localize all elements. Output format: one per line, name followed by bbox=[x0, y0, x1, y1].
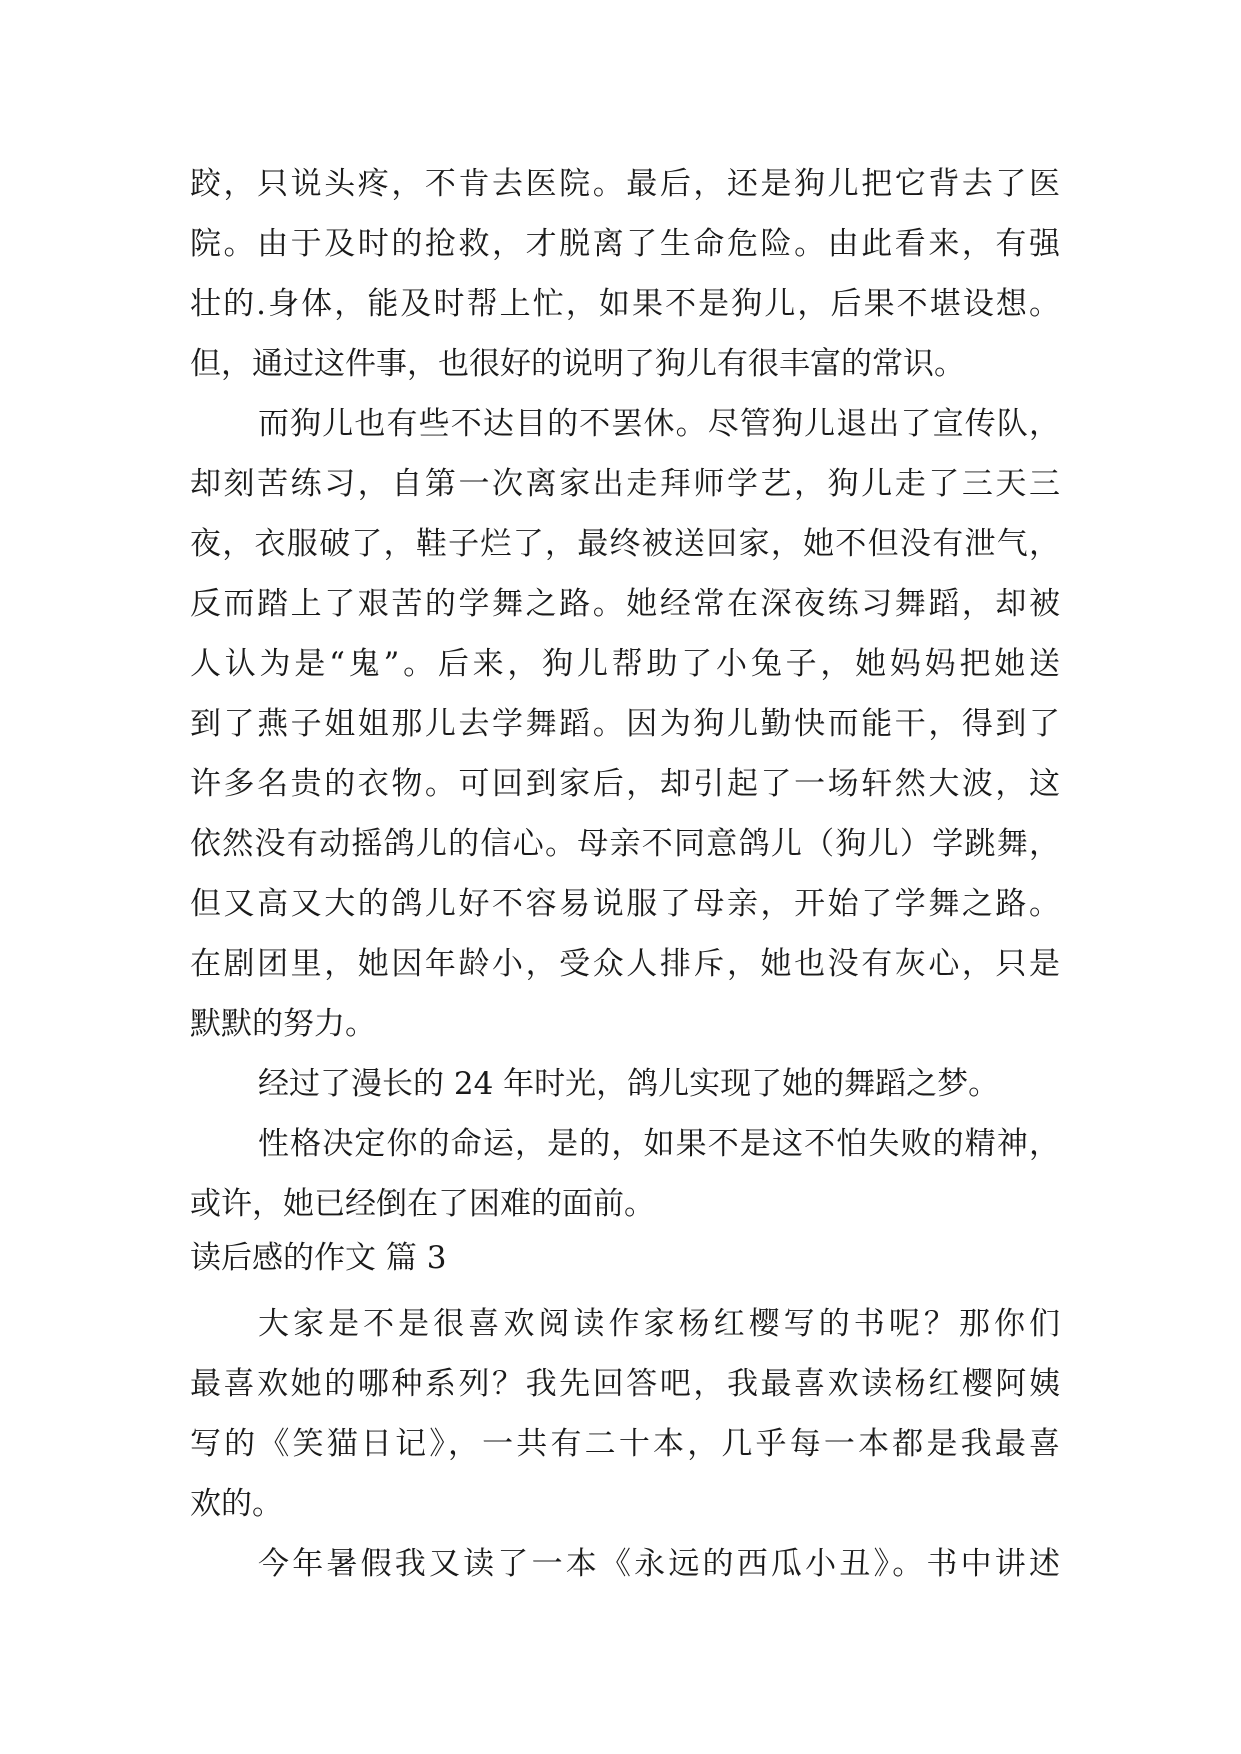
text-line: 在剧团里，她因年龄小，受众人排斥，她也没有灰心，只是 bbox=[190, 946, 1060, 982]
text-line: 院。由于及时的抢救，才脱离了生命危险。由此看来，有强 bbox=[190, 226, 1060, 262]
text-line: 许多名贵的衣物。可回到家后，却引起了一场轩然大波，这 bbox=[190, 766, 1060, 802]
text-line: 今年暑假我又读了一本《永远的西瓜小丑》。书中讲述 bbox=[258, 1546, 1060, 1582]
text-line: 跤，只说头疼，不肯去医院。最后，还是狗儿把它背去了医 bbox=[190, 166, 1060, 202]
text-line: 壮的.身体，能及时帮上忙，如果不是狗儿，后果不堪设想。 bbox=[190, 286, 1060, 322]
text-line: 大家是不是很喜欢阅读作家杨红樱写的书呢？那你们 bbox=[258, 1306, 1060, 1342]
text-line: 到了燕子姐姐那儿去学舞蹈。因为狗儿勤快而能干，得到了 bbox=[190, 706, 1060, 742]
text-line: 依然没有动摇鸽儿的信心。母亲不同意鸽儿（狗儿）学跳舞， bbox=[190, 826, 1060, 862]
text-line: 夜，衣服破了，鞋子烂了，最终被送回家，她不但没有泄气， bbox=[190, 526, 1060, 562]
text-line: 欢的。 bbox=[190, 1486, 283, 1522]
text-line: 或许，她已经倒在了困难的面前。 bbox=[190, 1186, 655, 1222]
text-line: 而狗儿也有些不达目的不罢休。尽管狗儿退出了宣传队， bbox=[258, 406, 1060, 442]
text-line: 最喜欢她的哪种系列？我先回答吧，我最喜欢读杨红樱阿姨 bbox=[190, 1366, 1060, 1402]
text-line: 写的《笑猫日记》，一共有二十本，几乎每一本都是我最喜 bbox=[190, 1426, 1060, 1462]
text-line: 人认为是“鬼”。后来，狗儿帮助了小兔子，她妈妈把她送 bbox=[190, 646, 1060, 682]
text-line: 反而踏上了艰苦的学舞之路。她经常在深夜练习舞蹈，却被 bbox=[190, 586, 1060, 622]
text-line: 经过了漫长的 24 年时光，鸽儿实现了她的舞蹈之梦。 bbox=[258, 1066, 1000, 1102]
text-line: 性格决定你的命运，是的，如果不是这不怕失败的精神， bbox=[258, 1126, 1060, 1162]
text-line: 但又高又大的鸽儿好不容易说服了母亲，开始了学舞之路。 bbox=[190, 886, 1060, 922]
text-line: 却刻苦练习，自第一次离家出走拜师学艺，狗儿走了三天三 bbox=[190, 466, 1060, 502]
section-heading: 读后感的作文 篇 3 bbox=[190, 1240, 447, 1276]
text-line: 默默的努力。 bbox=[190, 1006, 376, 1042]
text-line: 但，通过这件事，也很好的说明了狗儿有很丰富的常识。 bbox=[190, 346, 965, 382]
